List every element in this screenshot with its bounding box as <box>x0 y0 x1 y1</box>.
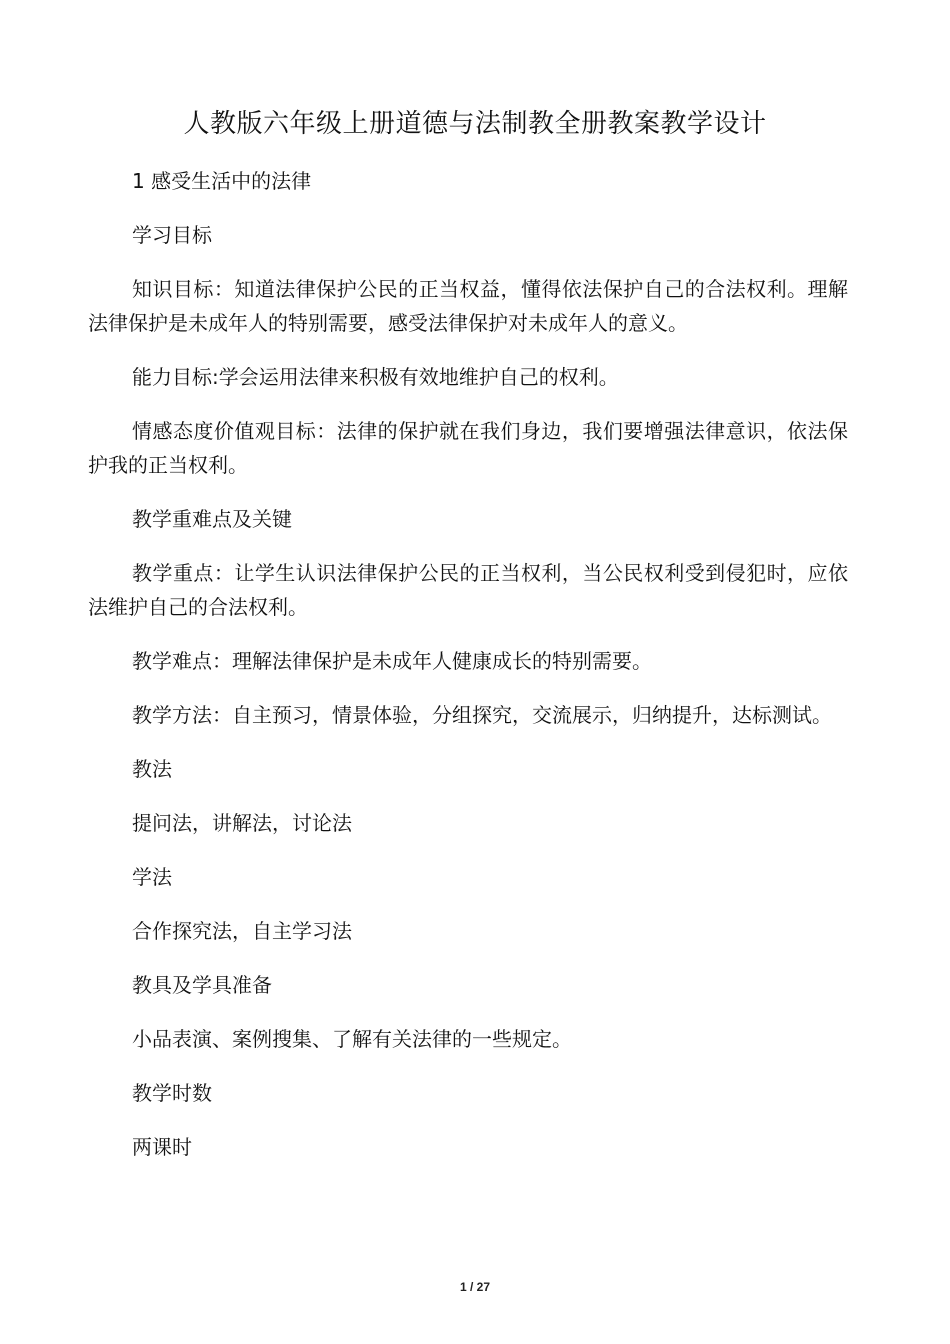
paragraph-teaching-approach-heading: 教法 <box>132 757 172 781</box>
paragraph-materials-heading: 教具及学具准备 <box>132 973 272 997</box>
paragraph-teaching-focus: 教学重点：让学生认识法律保护公民的正当权利，当公民权利受到侵犯时，应依法维护自己的合法权利。 <box>88 561 848 619</box>
paragraph-class-hours-heading: 教学时数 <box>132 1081 212 1105</box>
page-title: 人教版六年级上册道德与法制教全册教案教学设计 <box>183 109 767 139</box>
paragraph-ability-goal: 能力目标:学会运用法律来积极有效地维护自己的权利。 <box>132 365 619 389</box>
paragraph-learning-goals-heading: 学习目标 <box>132 223 212 247</box>
paragraph-materials: 小品表演、案例搜集、了解有关法律的一些规定。 <box>132 1027 572 1051</box>
paragraph-learning-approach: 合作探究法，自主学习法 <box>132 919 352 943</box>
paragraph-knowledge-goal: 知识目标：知道法律保护公民的正当权益，懂得依法保护自己的合法权利。理解法律保护是未成年人的特别需要，感受法律保护对未成年人的意义。 <box>88 277 848 335</box>
paragraph-teaching-approach: 提问法，讲解法，讨论法 <box>132 811 352 835</box>
paragraph-teaching-difficulty: 教学难点：理解法律保护是未成年人健康成长的特别需要。 <box>132 649 652 673</box>
paragraph-class-hours: 两课时 <box>132 1135 192 1159</box>
paragraph-learning-approach-heading: 学法 <box>132 865 172 889</box>
paragraph-teaching-methods: 教学方法：自主预习，情景体验，分组探究，交流展示，归纳提升，达标测试。 <box>132 703 832 727</box>
paragraph-section-heading: 1 感受生活中的法律 <box>132 169 312 193</box>
page-number: 1 / 27 <box>459 1280 491 1294</box>
paragraph-key-points-heading: 教学重难点及关键 <box>132 507 292 531</box>
paragraph-values-goal: 情感态度价值观目标：法律的保护就在我们身边，我们要增强法律意识，依法保护我的正当权利。 <box>88 419 848 477</box>
document-body <box>88 164 848 1184</box>
